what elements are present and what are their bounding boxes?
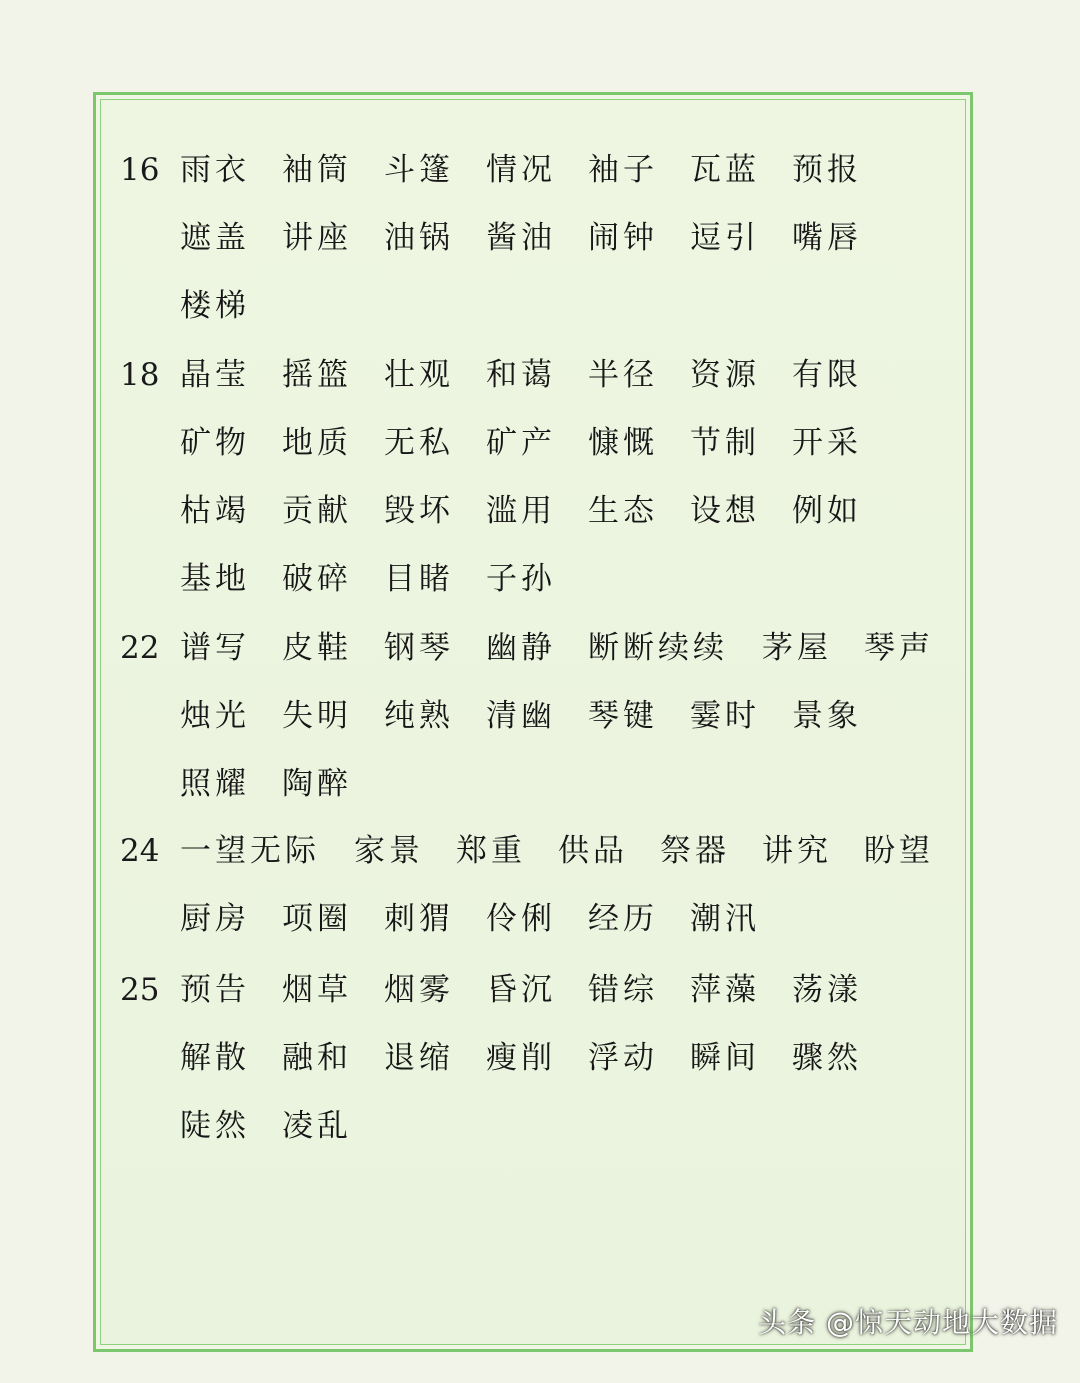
vocab-word: 烟雾 xyxy=(384,972,454,1008)
vocab-word: 凌乱 xyxy=(282,1108,352,1144)
vocab-word: 讲座 xyxy=(282,220,352,256)
vocab-word: 茅屋 xyxy=(762,630,832,666)
watermark-text: 头条 @惊天动地大数据 xyxy=(758,1306,1058,1339)
vocab-word: 滥用 xyxy=(486,493,556,529)
vocab-word: 骤然 xyxy=(792,1040,862,1076)
vocab-word: 资源 xyxy=(690,357,760,393)
vocab-word: 厨房 xyxy=(180,901,250,937)
vocab-word: 瘦削 xyxy=(486,1040,556,1076)
vocab-word: 慷慨 xyxy=(588,425,658,461)
vocab-word: 失明 xyxy=(282,698,352,734)
vocab-word: 纯熟 xyxy=(384,698,454,734)
vocab-word: 壮观 xyxy=(384,357,454,393)
lesson-number: 22 xyxy=(120,630,160,666)
vocab-word: 昏沉 xyxy=(486,972,556,1008)
vocab-word: 郑重 xyxy=(456,833,526,869)
vocab-word: 有限 xyxy=(792,357,862,393)
vocab-word: 生态 xyxy=(588,493,658,529)
vocab-word: 伶俐 xyxy=(486,901,556,937)
vocab-word: 一望无际 xyxy=(180,833,320,869)
vocab-word: 陡然 xyxy=(180,1108,250,1144)
lesson-number: 24 xyxy=(120,833,160,869)
vocab-word: 楼梯 xyxy=(180,288,250,324)
vocab-word: 油锅 xyxy=(384,220,454,256)
vocab-word: 项圈 xyxy=(282,901,352,937)
vocab-word: 解散 xyxy=(180,1040,250,1076)
vocab-word: 设想 xyxy=(690,493,760,529)
vocab-word: 毁坏 xyxy=(384,493,454,529)
vocab-word: 退缩 xyxy=(384,1040,454,1076)
vocab-word: 矿物 xyxy=(180,425,250,461)
vocab-word: 情况 xyxy=(486,152,556,188)
vocab-word: 子孙 xyxy=(486,561,556,597)
vocab-word: 琴声 xyxy=(864,630,934,666)
vocab-word: 祭器 xyxy=(660,833,730,869)
vocab-word: 遮盖 xyxy=(180,220,250,256)
vocab-word: 供品 xyxy=(558,833,628,869)
vocab-word: 预报 xyxy=(792,152,862,188)
vocab-word: 目睹 xyxy=(384,561,454,597)
vocab-word: 基地 xyxy=(180,561,250,597)
vocab-word: 家景 xyxy=(354,833,424,869)
vocab-word: 盼望 xyxy=(864,833,934,869)
vocab-word: 刺猬 xyxy=(384,901,454,937)
vocab-word: 嘴唇 xyxy=(792,220,862,256)
vocab-word: 破碎 xyxy=(282,561,352,597)
lesson-number: 18 xyxy=(120,357,160,393)
vocab-word: 断断续续 xyxy=(588,630,728,666)
vocab-word: 错综 xyxy=(588,972,658,1008)
vocab-word: 摇篮 xyxy=(282,357,352,393)
vocab-word: 荡漾 xyxy=(792,972,862,1008)
vocab-word: 和蔼 xyxy=(486,357,556,393)
vocab-word: 皮鞋 xyxy=(282,630,352,666)
vocab-word: 开采 xyxy=(792,425,862,461)
lesson-number: 25 xyxy=(120,972,160,1008)
vocab-word: 雨衣 xyxy=(180,152,250,188)
vocab-word: 节制 xyxy=(690,425,760,461)
vocab-word: 闹钟 xyxy=(588,220,658,256)
vocab-word: 例如 xyxy=(792,493,862,529)
vocab-word: 逗引 xyxy=(690,220,760,256)
vocab-word: 袖筒 xyxy=(282,152,352,188)
vocab-word: 地质 xyxy=(282,425,352,461)
vocab-word: 景象 xyxy=(792,698,862,734)
vocab-word: 无私 xyxy=(384,425,454,461)
vocab-word: 瞬间 xyxy=(690,1040,760,1076)
vocab-word: 晶莹 xyxy=(180,357,250,393)
vocab-word: 讲究 xyxy=(762,833,832,869)
vocab-word: 袖子 xyxy=(588,152,658,188)
vocab-word: 经历 xyxy=(588,901,658,937)
lesson-number: 16 xyxy=(120,152,160,188)
vocab-word: 烛光 xyxy=(180,698,250,734)
vocab-word: 萍藻 xyxy=(690,972,760,1008)
vocab-word: 酱油 xyxy=(486,220,556,256)
vocab-word: 潮汛 xyxy=(690,901,760,937)
vocab-word: 贡献 xyxy=(282,493,352,529)
vocab-word: 清幽 xyxy=(486,698,556,734)
vocab-word: 预告 xyxy=(180,972,250,1008)
vocab-word: 浮动 xyxy=(588,1040,658,1076)
vocab-word: 斗篷 xyxy=(384,152,454,188)
vocab-word: 融和 xyxy=(282,1040,352,1076)
vocab-word: 陶醉 xyxy=(282,766,352,802)
vocab-word: 幽静 xyxy=(486,630,556,666)
vocab-word: 枯竭 xyxy=(180,493,250,529)
vocab-word: 烟草 xyxy=(282,972,352,1008)
vocab-word: 半径 xyxy=(588,357,658,393)
vocab-word: 谱写 xyxy=(180,630,250,666)
vocab-word: 矿产 xyxy=(486,425,556,461)
vocab-word: 瓦蓝 xyxy=(690,152,760,188)
vocab-word: 钢琴 xyxy=(384,630,454,666)
vocab-word: 照耀 xyxy=(180,766,250,802)
vocab-word: 琴键 xyxy=(588,698,658,734)
vocab-word: 霎时 xyxy=(690,698,760,734)
